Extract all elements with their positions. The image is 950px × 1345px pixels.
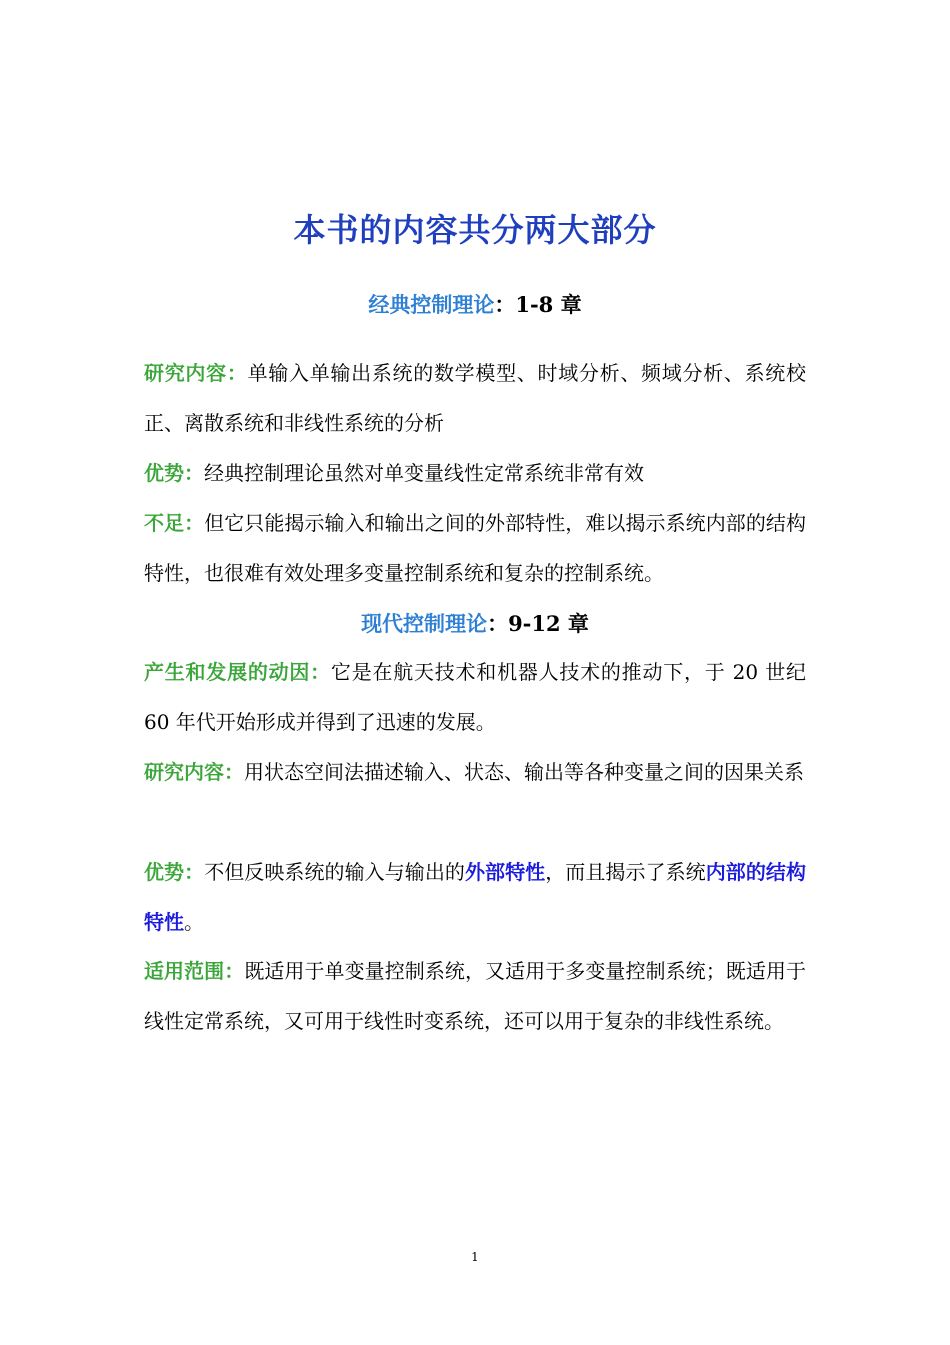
modern-research-paragraph	[144, 747, 806, 797]
section-separator: ：	[494, 292, 516, 317]
classical-advantage-text: 经典控制理论虽然对单变量线性定常系统非常有效	[204, 461, 644, 485]
label-scope: 适用范围：	[144, 959, 245, 983]
section-heading-classical	[0, 289, 950, 319]
chapter-range-modern: 9-12 章	[508, 611, 589, 636]
classical-advantage-paragraph	[144, 448, 806, 498]
classical-research-paragraph	[144, 348, 806, 448]
modern-advantage-text-1: 不但反映系统的输入与输出的	[204, 860, 465, 884]
modern-origin-text: 它是在航天技术和机器人技术的推动下，于 20 世纪 60 年代开始形成并得到了迅速的发展。	[144, 660, 806, 734]
section-heading-modern	[0, 608, 950, 638]
modern-advantage-text-2: ，而且揭示了系统	[545, 860, 706, 884]
highlight-external-characteristics: 外部特性	[465, 860, 546, 884]
modern-scope-text: 既适用于单变量控制系统，又适用于多变量控制系统；既适用于线性定常系统，又可用于线性时变系统，还可以用于复杂的非线性系统。	[144, 959, 806, 1033]
modern-research-text: 用状态空间法描述输入、状态、输出等各种变量之间的因果关系	[244, 760, 804, 784]
section-separator: ：	[487, 611, 509, 636]
label-origin: 产生和发展的动因：	[144, 660, 331, 684]
highlight-internal-structure: 内部的结构特性	[144, 860, 806, 934]
modern-origin-paragraph	[144, 647, 806, 747]
label-research-content: 研究内容：	[144, 361, 248, 385]
label-advantage: 优势：	[144, 860, 205, 884]
page-title: 本书的内容共分两大部分	[293, 211, 657, 249]
modern-advantage-paragraph	[144, 847, 806, 947]
page-number: 1	[471, 1250, 479, 1264]
section-name-classical: 经典控制理论	[368, 293, 495, 317]
classical-shortcoming-text: 但它只能揭示输入和输出之间的外部特性，难以揭示系统内部的结构特性，也很难有效处理多变量控制系统和复杂的控制系统。	[144, 511, 806, 585]
modern-scope-paragraph	[144, 946, 806, 1046]
modern-advantage-text-3: 。	[184, 910, 204, 934]
section-name-modern: 现代控制理论	[361, 612, 488, 636]
classical-research-text: 单输入单输出系统的数学模型、时域分析、频域分析、系统校正、离散系统和非线性系统的分析	[144, 361, 807, 435]
label-shortcoming: 不足：	[144, 511, 205, 535]
chapter-range-classical: 1-8 章	[515, 292, 582, 317]
label-advantage: 优势：	[144, 461, 204, 485]
classical-shortcoming-paragraph	[144, 498, 806, 598]
label-research-content: 研究内容：	[144, 760, 244, 784]
